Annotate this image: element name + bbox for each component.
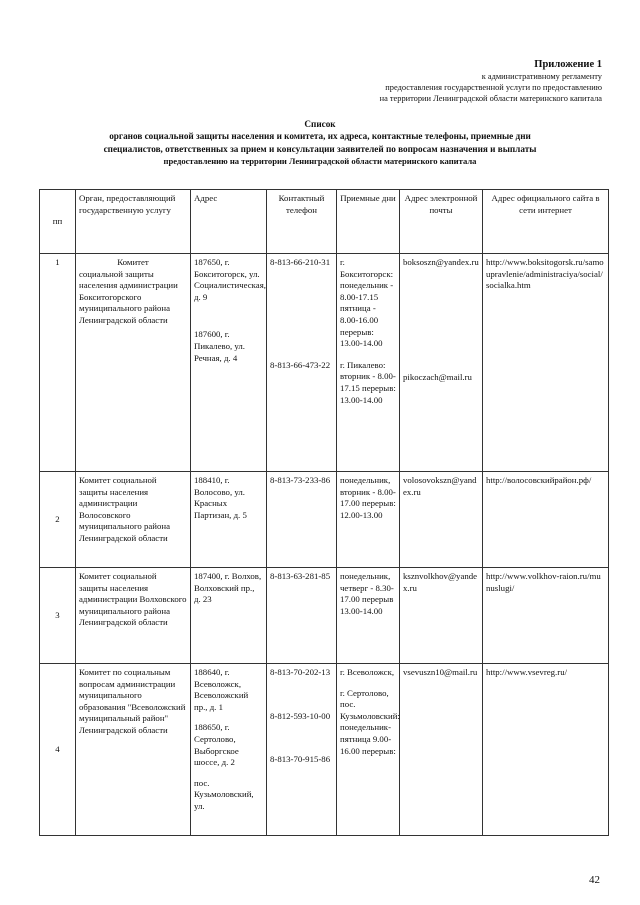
address-line: 188650, г. Сертолово, Выборгское шоссе, д. 2 xyxy=(194,722,239,768)
address-line: 188640, г. Всеволожск, Всеволожский пр., д. 1 xyxy=(194,667,249,712)
table-row xyxy=(40,472,609,568)
header-email: Адрес электронной почты xyxy=(400,190,483,254)
heading-subtitle-2: специалистов, ответственных за прием и консультации заявителей по вопросам назначения и выплаты xyxy=(103,143,537,154)
row-address xyxy=(191,664,267,836)
days-line: г. Всеволожск, xyxy=(340,667,395,677)
phone-line: 8-813-66-473-22 xyxy=(270,359,331,370)
row-organ: Комитет по социальным вопросам администрации муниципального образования "Всеволожский муниципальный район" Ленинградской области xyxy=(76,664,191,836)
row-number: 2 xyxy=(40,472,76,568)
row-email xyxy=(400,254,483,472)
row-site xyxy=(483,664,609,836)
email-link[interactable]: vsevuszn10@mail.ru xyxy=(403,667,478,677)
row-number: 4 xyxy=(40,664,76,836)
phone-line: 8-813-66-210-31 xyxy=(270,257,331,267)
heading-subtitle-3: предоставлению на территории Ленинградской области материнского капитала xyxy=(163,156,477,167)
row-site xyxy=(483,254,609,472)
table-header-row xyxy=(40,190,609,254)
row-phone: 8-813-63-281-85 xyxy=(267,568,337,664)
site-link[interactable]: http://www.vsevreg.ru/ xyxy=(486,667,568,677)
header-num: пп xyxy=(40,190,76,254)
row-address: 188410, г. Волосово, ул. Красных Партизан, д. 5 xyxy=(191,472,267,568)
heading-title: Список xyxy=(304,119,336,129)
row-site xyxy=(483,472,609,568)
row-phone: 8-813-73-233-86 xyxy=(267,472,337,568)
document-heading xyxy=(40,118,600,168)
address-line: 187600, г. Пикалево, ул. Речная, д. 4 xyxy=(194,329,245,363)
header-address: Адрес xyxy=(191,190,267,254)
phone-line: 8-813-70-202-13 xyxy=(270,667,331,677)
heading-subtitle-1: органов социальной защиты населения и комитета, их адреса, контактные телефоны, приемные дни xyxy=(109,131,531,142)
header-organ: Орган, предоставляющий государственную услугу xyxy=(76,190,191,254)
row-days: понедельник, четверг - 8.30-17.00 перерыв 13.00-14.00 xyxy=(337,568,400,664)
phone-line: 8-812-593-10-00 xyxy=(270,710,331,721)
phone-line: 8-813-70-915-86 xyxy=(270,754,331,765)
row-days xyxy=(337,664,400,836)
email-link[interactable]: boksoszn@yandex.ru xyxy=(403,257,479,267)
appendix-line-3: на территории Ленинградской области материнского капитала xyxy=(379,94,602,103)
row-address xyxy=(191,254,267,472)
page-number: 42 xyxy=(589,874,600,886)
appendix-line-1: к административному регламенту xyxy=(481,72,602,81)
email-link[interactable]: pikoczach@mail.ru xyxy=(403,371,472,382)
row-days xyxy=(337,254,400,472)
row-organ: Комитет социальной защиты населения администрации Волосовского муниципального района Ленинградской области xyxy=(76,472,191,568)
organs-table xyxy=(39,189,609,836)
row-email xyxy=(400,664,483,836)
table-row xyxy=(40,664,609,836)
site-link[interactable]: http://волосовскийрайон.рф/ xyxy=(486,475,592,485)
row-phone xyxy=(267,254,337,472)
table-row xyxy=(40,568,609,664)
row-number: 1 xyxy=(40,254,76,472)
row-email xyxy=(400,472,483,568)
address-line: пос. Кузьмоловский, ул. xyxy=(194,777,254,811)
site-link[interactable]: http://www.boksitogorsk.ru/samoupravlenie/administraciya/social/socialka.htm xyxy=(486,257,604,291)
row-phone xyxy=(267,664,337,836)
days-line: г. Сертолово, пос. Кузьмоловский: понедельник-пятница 9.00-16.00 перерыв: xyxy=(340,687,400,756)
days-line: г. Бокситогорск: понедельник - 8.00-17.15 пятница - 8.00-16.00 перерыв: 13.00-14.00 xyxy=(340,257,394,349)
row-site xyxy=(483,568,609,664)
row-email xyxy=(400,568,483,664)
row-days: понедельник, вторник - 8.00-17.00 перерыв: 12.00-13.00 xyxy=(337,472,400,568)
days-line: г. Пикалево: вторник - 8.00-17.15 перерыв: 13.00-14.00 xyxy=(340,359,396,405)
row-number: 3 xyxy=(40,568,76,664)
appendix-title: Приложение 1 xyxy=(534,59,602,70)
header-phone: Контактный телефон xyxy=(267,190,337,254)
email-link[interactable]: volosovokszn@yandex.ru xyxy=(403,475,477,497)
header-days: Приемные дни xyxy=(337,190,400,254)
table-row xyxy=(40,254,609,472)
appendix-header xyxy=(380,58,602,104)
header-site: Адрес официального сайта в сети интернет xyxy=(483,190,609,254)
row-organ: Комитет социальной защиты населения администрации Бокситогорского муниципального района Ленинградской области xyxy=(76,254,191,472)
row-organ: Комитет социальной защиты населения администрации Волховского муниципального района Ленинградской области xyxy=(76,568,191,664)
email-link[interactable]: ksznvolkhov@yandex.ru xyxy=(403,571,478,593)
address-line: 187650, г. Бокситогорск, ул. Социалистическая, д. 9 xyxy=(194,257,266,302)
appendix-line-2: предоставления государственной услуги по предоставлению xyxy=(385,83,602,92)
row-address: 187400, г. Волхов, Волховский пр., д. 23 xyxy=(191,568,267,664)
site-link[interactable]: http://www.volkhov-raion.ru/munuslugi/ xyxy=(486,571,601,593)
